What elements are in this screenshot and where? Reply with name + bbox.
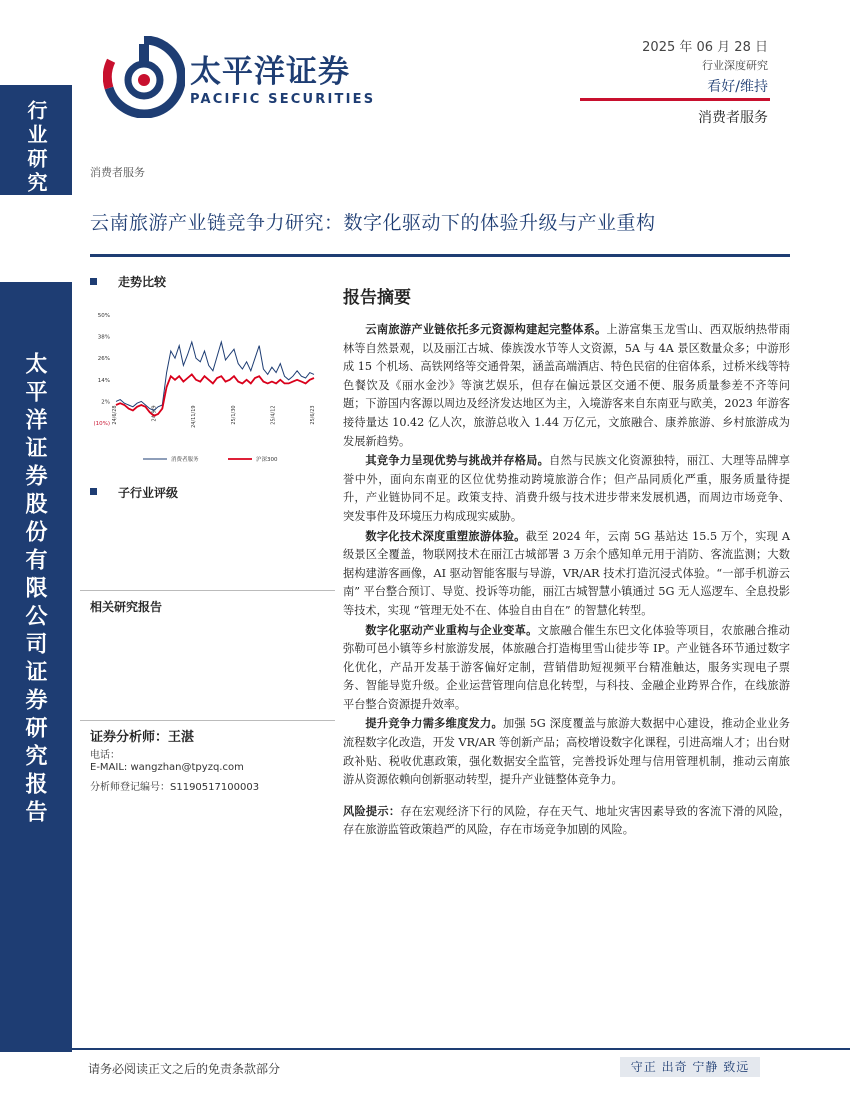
risk-text: 存在宏观经济下行的风险，存在天气、地址灾害因素导致的客流下滑的风险，存在旅游监管政策趋严的风险，存在市场竞争加剧的风险。 (343, 804, 790, 837)
y-tick-label: (10%) (93, 421, 110, 427)
logo-chinese-name: 太平洋证券 (190, 54, 350, 90)
abstract-paragraph (343, 527, 790, 621)
paragraph-text: 自然与民族文化资源独特，丽江、大理等品牌享誉中外，面向东南亚的区位优势推动跨境旅游合作；但产品同质化严重，服务质量待提升，产业链协同不足。政策支持、消费升级与技术进步带来发展机遇，而周边市场竞争、突发事件及环境压力构成现实威胁。 (343, 454, 790, 523)
risk-warning (343, 802, 790, 840)
abstract-heading: 报告摘要 (343, 288, 411, 308)
related-reports-heading: 相关研究报告 (90, 600, 163, 614)
footer-divider (72, 1048, 850, 1050)
paragraph-text: 加强 5G 深度覆盖与旅游大数据中心建设，推动企业业务流程数字化改造，开发 VR/AR 等创新产品；高校增设数字化课程，引进高端人才；出台财政补贴、税收优惠政策，强化数据安全监管，完善投诉处理与信用管理机制，推动云南旅游从资源依赖向创新驱动转型，提升产业链整体竞争力。 (343, 717, 790, 787)
analyst-email: E-MAIL: wangzhan@tpyzq.com (90, 762, 244, 773)
abstract-paragraph (343, 320, 790, 451)
trend-chart (88, 305, 326, 470)
analyst-registration: 分析师登记编号：S1190517100003 (90, 782, 260, 793)
sector-breadcrumb: 消费者服务 (90, 166, 145, 179)
report-date: 2025 年 06 月 28 日 (642, 40, 768, 55)
rating: 看好/维持 (707, 79, 768, 95)
trend-comparison-heading: 走势比较 (118, 275, 167, 289)
y-tick-label: 26% (97, 356, 110, 363)
paragraph-lead: 云南旅游产业链依托多元资源构建起完整体系。 (365, 322, 607, 336)
bullet-square-icon (90, 278, 97, 285)
bullet-square-icon (90, 488, 97, 495)
paragraph-lead: 其竞争力呈现优势与挑战并存格局。 (365, 453, 550, 468)
sidebar-company-name: 太平洋证券股份有限公司证券研究报告 (22, 352, 48, 828)
abstract-body (343, 320, 790, 840)
series-line-consumer-services (116, 342, 314, 410)
paragraph-lead: 数字化驱动产业重构与企业变革。 (365, 622, 538, 637)
pacific-securities-logo-icon (103, 36, 185, 118)
analyst-phone: 电话： (90, 750, 120, 761)
logo-english-name: PACIFIC SECURITIES (190, 92, 376, 107)
sidebar-tag-industry-research: 行业研究 (24, 100, 48, 196)
company-motto: 守正 出奇 宁静 致远 (620, 1057, 760, 1077)
sector-name: 消费者服务 (698, 110, 768, 126)
paragraph-lead: 数字化技术深度重塑旅游体验。 (365, 528, 526, 543)
paragraph-lead: 提升竞争力需多维度发力。 (365, 716, 503, 731)
y-tick-label: 38% (97, 334, 110, 341)
legend-label: 消费者服务 (171, 457, 199, 463)
paragraph-text: 截至 2024 年，云南 5G 基站达 15.5 万个，实现 A 级景区全覆盖，物联网技术在丽江古城部署 3 万余个感知单元用于消防、客流监测；大数据构建游客画像，AI 驱动智能客服与导游，VR/AR 技术打造沉浸式体验。“一部手机游云南” 平台整合预订、导览、投诉等功能，丽江古城智慧小镇通过 5G 无人巡逻车、全息投影等技术，实现 “管理无处不在、体验自由自在” 的智慧化转型。 (343, 529, 790, 617)
x-tick-label: 25/6/23 (310, 405, 316, 425)
abstract-paragraph (343, 451, 790, 526)
y-tick-label: 14% (97, 377, 110, 384)
report-type: 行业深度研究 (702, 59, 768, 72)
abstract-paragraph (343, 714, 790, 789)
x-tick-label: 24/9/9 (151, 405, 158, 422)
abstract-paragraph (343, 621, 790, 715)
report-title: 云南旅游产业链竞争力研究：数字化驱动下的体验升级与产业重构 (90, 212, 656, 234)
x-tick-label: 24/11/19 (191, 405, 198, 428)
risk-lead: 风险提示： (343, 803, 401, 818)
y-tick-label: 2% (101, 399, 110, 406)
paragraph-text: 文旅融合催生东巴文化体验等项目，农旅融合推动弥勒可邑小镇等乡村旅游发展，体旅融合打造梅里雪山徒步等 IP。产业链各环节通过数字化优化，产品开发基于游客偏好定制，营销借助短视频平台精准触达，服务实现电子票务、智能导览升级。企业运营管理向信息化转型，与科技、金融企业跨界合作，在线旅游平台整合资源提升效率。 (343, 623, 790, 711)
paragraph-text: 上游富集玉龙雪山、西双版纳热带雨林等自然景观，以及丽江古城、傣族泼水节等人文资源，5A 与 4A 景区数量众多；中游形成 15 个机场、高铁网络等交通骨架，涵盖高端酒店、特色民宿的住宿体系，过桥米线等特色餐饮及《丽水金沙》等演艺娱乐，但存在偏远景区交通不便、服务质量参差不齐等问题；下游国内客源以周边及经济发达地区为主，入境游客来自东南亚与欧美，2023 年游客接待量达 10.42 亿人次，旅游总收入 1.44 万亿元，文旅融合、康养旅游、乡村旅游成为发展新趋势。 (343, 323, 790, 448)
legend-label: 沪深300 (256, 457, 278, 463)
section-divider (80, 590, 335, 591)
title-divider (90, 254, 790, 257)
x-tick-label: 24/6/28 (112, 405, 118, 425)
y-tick-label: 50% (97, 313, 110, 319)
x-tick-label: 25/1/30 (230, 405, 237, 425)
analyst-heading: 证券分析师：王湛 (90, 730, 195, 745)
x-tick-label: 25/4/12 (270, 405, 277, 425)
section-divider (80, 720, 335, 721)
sub-industry-rating-heading: 子行业评级 (118, 486, 179, 500)
rating-divider (580, 98, 770, 101)
series-line-csi300 (116, 374, 314, 415)
footer-disclaimer: 请务必阅读正文之后的免责条款部分 (88, 1062, 281, 1076)
